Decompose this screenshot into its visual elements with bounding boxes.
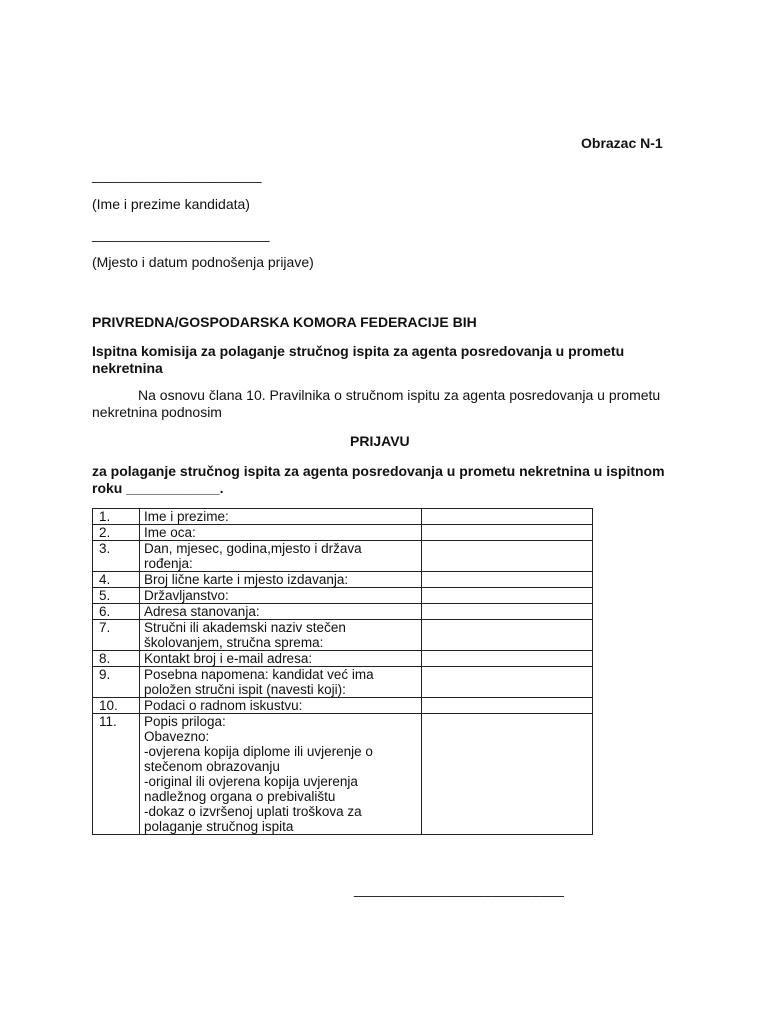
- document-subheading: za polaganje stručnog ispita za agenta posredovanja u prometu nekretnina u ispitnom roku ____________.: [92, 463, 665, 496]
- row-label-line: položen stručni ispit (navesti koji):: [144, 682, 346, 697]
- row-label-line: Kontakt broj i e-mail adresa:: [144, 651, 313, 666]
- table-row: [93, 588, 593, 604]
- row-label-line: Ime i prezime:: [144, 509, 229, 524]
- intro-paragraph: Na osnovu člana 10. Pravilnika o stručnom ispitu za agenta posredovanja u prometu nekretnina podnosim: [92, 387, 661, 420]
- table-row: [93, 714, 593, 835]
- row-label-line: Popis priloga:: [144, 714, 226, 729]
- table-row: [93, 698, 593, 714]
- place-date-line: ______________________: [92, 226, 270, 242]
- row-label: [140, 651, 422, 667]
- answer-field[interactable]: [422, 651, 593, 667]
- row-label-line: Ime oca:: [144, 525, 196, 540]
- row-label-line: -ovjerena kopija diplome ili uvjerenje o: [144, 744, 373, 759]
- form-code: Obrazac N-1: [581, 135, 663, 151]
- table-row: [93, 509, 593, 525]
- row-label-line: polaganje stručnog ispita: [144, 819, 294, 834]
- row-label-line: Stručni ili akademski naziv stečen: [144, 620, 346, 635]
- table-row: [93, 651, 593, 667]
- row-label: [140, 620, 422, 651]
- table-row: [93, 525, 593, 541]
- name-caption: (Ime i prezime kandidata): [92, 196, 250, 212]
- row-label-line: Posebna napomena: kandidat već ima: [144, 667, 374, 682]
- table-row: [93, 604, 593, 620]
- answer-field[interactable]: [422, 509, 593, 525]
- signature-line: __________________________: [354, 881, 565, 897]
- row-number: 2.: [93, 525, 140, 541]
- row-label-line: -original ili ovjerena kopija uvjerenja: [144, 774, 358, 789]
- row-number: 4.: [93, 572, 140, 588]
- answer-field[interactable]: [422, 714, 593, 835]
- row-label-line: stečenom obrazovanju: [144, 759, 280, 774]
- row-label-line: -dokaz o izvršenoj uplati troškova za: [144, 804, 362, 819]
- row-label-line: Dan, mjesec, godina,mjesto i država: [144, 541, 362, 556]
- name-line: _____________________: [92, 167, 262, 183]
- table-row: [93, 667, 593, 698]
- answer-field[interactable]: [422, 667, 593, 698]
- row-number: 5.: [93, 588, 140, 604]
- row-label-line: Broj lične karte i mjesto izdavanja:: [144, 572, 349, 587]
- answer-field[interactable]: [422, 541, 593, 572]
- row-label-line: Obavezno:: [144, 729, 210, 744]
- row-label: [140, 541, 422, 572]
- row-number: 6.: [93, 604, 140, 620]
- row-number: 8.: [93, 651, 140, 667]
- row-label-line: Podaci o radnom iskustvu:: [144, 698, 303, 713]
- application-table: [92, 508, 593, 835]
- row-number: 9.: [93, 667, 140, 698]
- row-label: [140, 572, 422, 588]
- chamber-title: PRIVREDNA/GOSPODARSKA KOMORA FEDERACIJE BIH: [92, 314, 477, 330]
- table-row: [93, 620, 593, 651]
- row-label: [140, 714, 422, 835]
- row-label: [140, 698, 422, 714]
- row-label: [140, 588, 422, 604]
- row-label: [140, 604, 422, 620]
- answer-field[interactable]: [422, 588, 593, 604]
- place-date-caption: (Mjesto i datum podnošenja prijave): [92, 254, 314, 270]
- table-row: [93, 541, 593, 572]
- row-number: 1.: [93, 509, 140, 525]
- answer-field[interactable]: [422, 620, 593, 651]
- row-label-line: školovanjem, stručna sprema:: [144, 635, 324, 650]
- row-number: 11.: [93, 714, 140, 835]
- row-label-line: nadležnog organa o prebivalištu: [144, 789, 336, 804]
- row-label-line: rođenja:: [144, 556, 193, 571]
- answer-field[interactable]: [422, 698, 593, 714]
- row-label: [140, 509, 422, 525]
- answer-field[interactable]: [422, 525, 593, 541]
- document-heading: PRIJAVU: [350, 433, 410, 449]
- row-number: 7.: [93, 620, 140, 651]
- answer-field[interactable]: [422, 604, 593, 620]
- row-number: 10.: [93, 698, 140, 714]
- row-label: [140, 525, 422, 541]
- row-label: [140, 667, 422, 698]
- row-number: 3.: [93, 541, 140, 572]
- table-row: [93, 572, 593, 588]
- row-label-line: Državljanstvo:: [144, 588, 229, 603]
- row-label-line: Adresa stanovanja:: [144, 604, 260, 619]
- answer-field[interactable]: [422, 572, 593, 588]
- commission-title: Ispitna komisija za polaganje stručnog ispita za agenta posredovanja u prometu nekretnina: [92, 343, 625, 376]
